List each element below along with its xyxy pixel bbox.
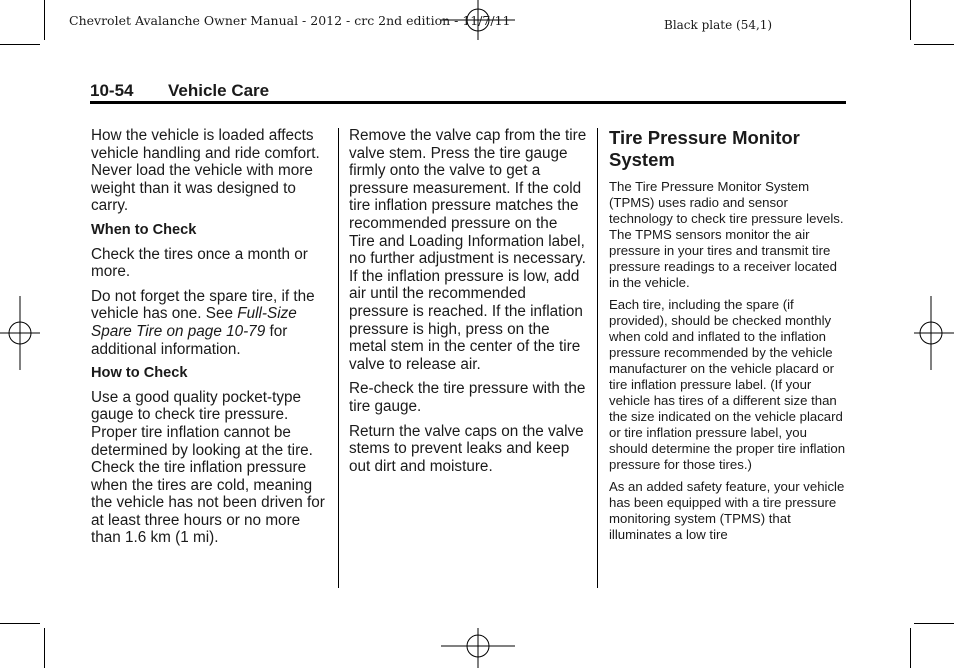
column-3	[609, 127, 849, 549]
registration-mark-right-icon	[914, 296, 954, 370]
paragraph: Return the valve caps on the valve stems to prevent leaks and keep out dirt and moisture.	[349, 422, 584, 475]
plate-label: Black plate (54,1)	[664, 18, 773, 32]
column-1	[91, 127, 331, 554]
crop-mark-top-right-v	[910, 0, 911, 40]
paragraph: As an added safety feature, your vehicle has been equipped with a tire pressure monitoring system (TPMS) that illuminates a low tire	[609, 479, 845, 542]
crop-mark-top-left-v	[44, 0, 45, 40]
section-title: Vehicle Care	[168, 81, 270, 100]
registration-mark-bottom-icon	[441, 628, 515, 668]
subheading-when-to-check: When to Check	[91, 221, 197, 238]
crop-mark-bottom-right-h	[914, 623, 954, 624]
column-2	[349, 127, 587, 482]
paragraph: Each tire, including the spare (if provided), should be checked monthly when cold and inflated to the inflation pressure recommended by the vehicle manufacturer on the vehicle placard or tire inflation pressure label. (If your vehicle has tires of a different size than the size indicated on the vehicle placard or tire inflation pressure label, you should determine the proper tire inflation pressure for those tires.)	[609, 297, 846, 472]
crop-mark-bottom-right-v	[910, 628, 911, 668]
paragraph: Re-check the tire pressure with the tire gauge.	[349, 380, 586, 415]
spare-tire-reference-link[interactable]: Full-Size Spare Tire on page 10-79	[91, 305, 297, 340]
paragraph: How the vehicle is loaded affects vehicle handling and ride comfort. Never load the vehicle with more weight than it was designed to carry.	[91, 127, 320, 215]
paragraph: Remove the valve cap from the tire valve stem. Press the tire gauge firmly onto the valve to get a pressure measurement. If the cold tire inflation pressure matches the recommended pressure on the Tire and Loading Information label, no further adjustment is necessary. If the inflation pressure is low, add air until the recommended pressure is reached. If the inflation pressure is high, press on the metal stem in the center of the tire valve to release air.	[349, 127, 587, 373]
page-number: 10-54	[90, 81, 134, 100]
header-rule	[90, 101, 846, 104]
paragraph: Do not forget the spare tire, if the vehicle has one. See Full-Size Spare Tire on page 10-79 for additional information.	[91, 287, 315, 358]
crop-mark-top-right-h	[914, 44, 954, 45]
column-divider-2	[597, 128, 598, 588]
document-title: Chevrolet Avalanche Owner Manual - 2012 - crc 2nd edition - 11/7/11	[69, 13, 511, 28]
registration-mark-left-icon	[0, 296, 40, 370]
crop-mark-top-left-h	[0, 44, 40, 45]
crop-mark-bottom-left-v	[44, 628, 45, 668]
paragraph: The Tire Pressure Monitor System (TPMS) uses radio and sensor technology to check tire pressure levels. The TPMS sensors monitor the air pressure in your tires and transmit tire pressure readings to a receiver located in the vehicle.	[609, 179, 844, 290]
column-divider-1	[338, 128, 339, 588]
subheading-how-to-check: How to Check	[91, 365, 188, 382]
crop-mark-bottom-left-h	[0, 623, 40, 624]
paragraph: Check the tires once a month or more.	[91, 245, 308, 281]
section-heading-tpms: Tire Pressure Monitor System	[609, 127, 800, 170]
paragraph: Use a good quality pocket-type gauge to check tire pressure. Proper tire inflation cannot be determined by looking at the tire. Check the tire inflation pressure when the tires are cold, meaning the vehicle has not been driven for at least three hours or no more than 1.6 km (1 mi).	[91, 388, 325, 547]
